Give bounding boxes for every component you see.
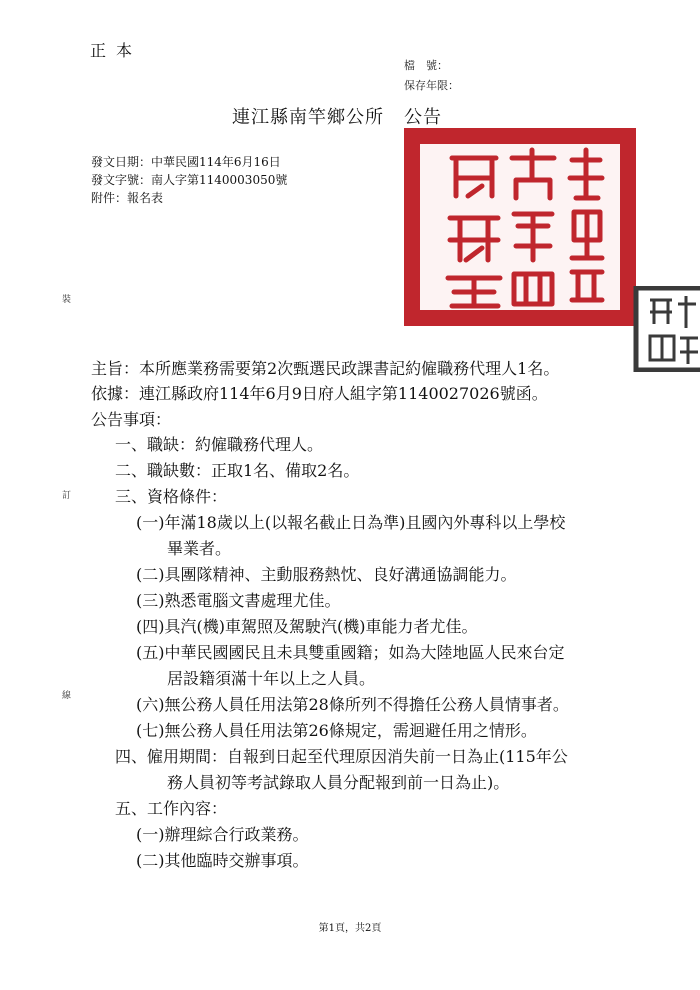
issue-number: 發文字號：南人字第1140003050號 [91, 173, 288, 187]
item-line: (四)具汽(機)車駕照及駕駛汽(機)車能力者尤佳。 [136, 617, 478, 636]
agency-name: 連江縣南竿鄉公所 [232, 107, 384, 128]
copy-type-label: 正本 [90, 41, 143, 60]
item-line: 居設籍須滿十年以上之人員。 [167, 669, 376, 688]
item-line: 一、職缺：約僱職務代理人。 [115, 435, 324, 454]
binding-mark-xian: 線 [62, 691, 72, 701]
item-line: 五、工作內容： [115, 799, 228, 818]
item-line: 四、僱用期間：自報到日起至代理原因消失前一日為止(115年公 [115, 747, 568, 766]
item-line: 三、資格條件： [115, 487, 228, 506]
basis-line: 依據：連江縣政府114年6月9日府人組字第1140027026號函。 [91, 384, 548, 403]
item-line: 二、職缺數：正取1名、備取2名。 [115, 461, 360, 480]
document-type: 公告 [404, 107, 442, 128]
item-line: (一)年滿18歲以上(以報名截止日為準)且國內外專科以上學校 [136, 513, 566, 532]
item-line: (二)具團隊精神、主動服務熱忱、良好溝通協調能力。 [136, 565, 517, 584]
item-line: (一)辦理綜合行政業務。 [136, 825, 309, 844]
binding-mark-zhuang: 裝 [62, 295, 72, 305]
subject-line: 主旨：本所應業務需要第2次甄選民政課書記約僱職務代理人1名。 [91, 359, 560, 378]
item-line: (七)無公務人員任用法第26條規定，需迴避任用之情形。 [136, 721, 537, 740]
partial-stamp-icon [632, 286, 700, 372]
item-line: (三)熟悉電腦文書處理尤佳。 [136, 591, 341, 610]
item-line: 畢業者。 [167, 539, 232, 558]
binding-mark-ding: 訂 [62, 491, 72, 501]
document-title [232, 103, 442, 129]
item-line: (五)中華民國國民且未具雙重國籍；如為大陸地區人民來台定 [136, 643, 565, 662]
issue-date: 發文日期：中華民國114年6月16日 [91, 155, 281, 169]
item-line: (六)無公務人員任用法第28條所列不得擔任公務人員情事者。 [136, 695, 569, 714]
page-indicator: 第1頁，共2頁 [318, 923, 382, 934]
attachment: 附件：報名表 [91, 191, 164, 205]
notice-heading: 公告事項： [91, 410, 172, 429]
item-line: (二)其他臨時交辦事項。 [136, 851, 309, 870]
official-seal [404, 128, 636, 330]
seal-stamp-icon [404, 128, 636, 326]
file-number-label: 檔 號： [404, 59, 448, 72]
edge-stamp [632, 286, 700, 372]
retention-label: 保存年限： [404, 79, 459, 92]
item-line: 務人員初等考試錄取人員分配報到前一日為止)。 [167, 773, 510, 792]
